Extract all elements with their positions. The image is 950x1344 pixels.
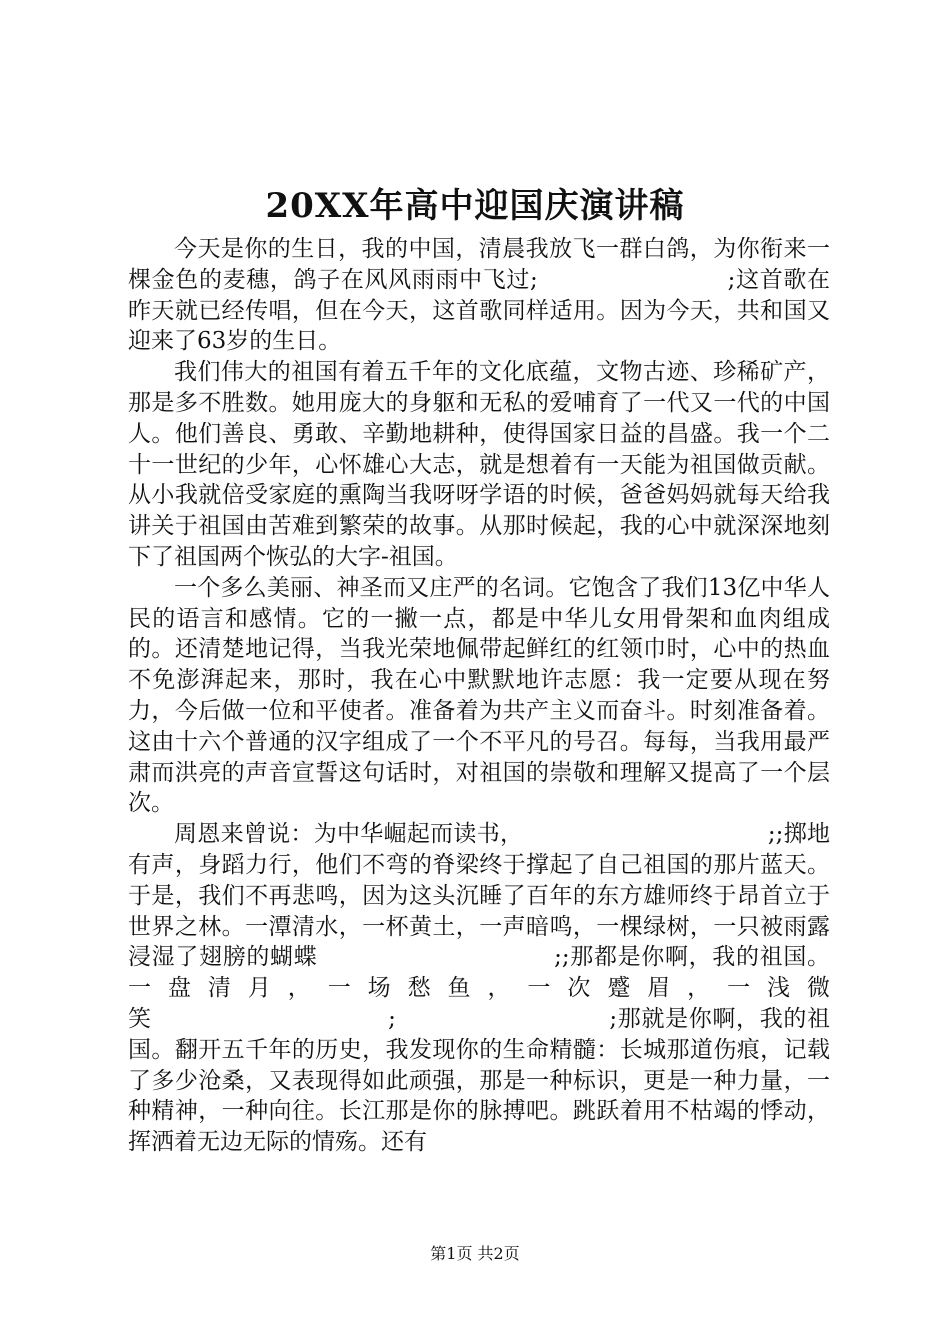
paragraph-2: 我们伟大的祖国有着五千年的文化底蕴，文物古迹、珍稀矿产，那是多不胜数。她用庞大的身躯和无私的爱哺育了一代又一代的中国人。他们善良、勇敢、辛勤地耕种，使得国家日益的昌盛。我一个二十一世纪的少年，心怀雄心大志，就是想着有一天能为祖国做贡献。从小我就倍受家庭的熏陶当我呀呀学语的时候，爸爸妈妈就每天给我讲关于祖国由苦难到繁荣的故事。从那时候起，我的心中就深深地刻下了祖国两个恢弘的大字-祖国。 [128, 359, 830, 570]
page-footer: 第1页 共2页 [430, 1244, 520, 1263]
paragraph-3: 一个多么美丽、神圣而又庄严的名词。它饱含了我们13亿中华人民的语言和感情。它的一撇一点，都是中华儿女用骨架和血肉组成的。还清楚地记得，当我光荣地佩带起鲜红的红领巾时，心中的热血不免澎湃起来，那时，我在心中默默地许志愿：我一定要从现在努力，今后做一位和平使者。准备着为共产主义而奋斗。时刻准备着。这由十六个普通的汉字组成了一个不平凡的号召。每每，当我用最严肃而洪亮的声音宣誓这句话时，对祖国的崇敬和理解又提高了一个层次。 [128, 574, 830, 817]
paragraph-1: 今天是你的生日，我的中国，清晨我放飞一群白鸽，为你衔来一棵金色的麦穗，鸽子在风风雨雨中飞过; ;这首歌在昨天就已经传唱，但在今天，这首歌同样适用。因为今天，共和国又迎来了63岁的生日。 [128, 236, 830, 355]
paragraph-4: 周恩来曾说：为中华崛起而读书， ;;掷地有声，身蹈力行，他们不弯的脊梁终于撑起了自己祖国的那片蓝天。于是，我们不再悲鸣，因为这头沉睡了百年的东方雄师终于昂首立于世界之林。一潭清水，一杯黄土，一声暗鸣，一棵绿树，一只被雨露浸湿了翅膀的蝴蝶 ;;那都是你啊，我的祖国。一盘清月，一场愁鱼，一次蹙眉，一浅微笑 ; ;那就是你啊，我的祖国。翻开五千年的历史，我发现你的生命精髓：长城那道伤痕，记载了多少沧桑，又表现得如此顽强，那是一种标识，更是一种力量，一种精神，一种向往。长江那是你的脉搏吧。跳跃着用不枯竭的悸动，挥洒着无边无际的情殇。还有 [128, 821, 830, 1156]
document-title: 20XX年高中迎国庆演讲稿 [265, 186, 685, 226]
document-body [128, 234, 830, 1158]
